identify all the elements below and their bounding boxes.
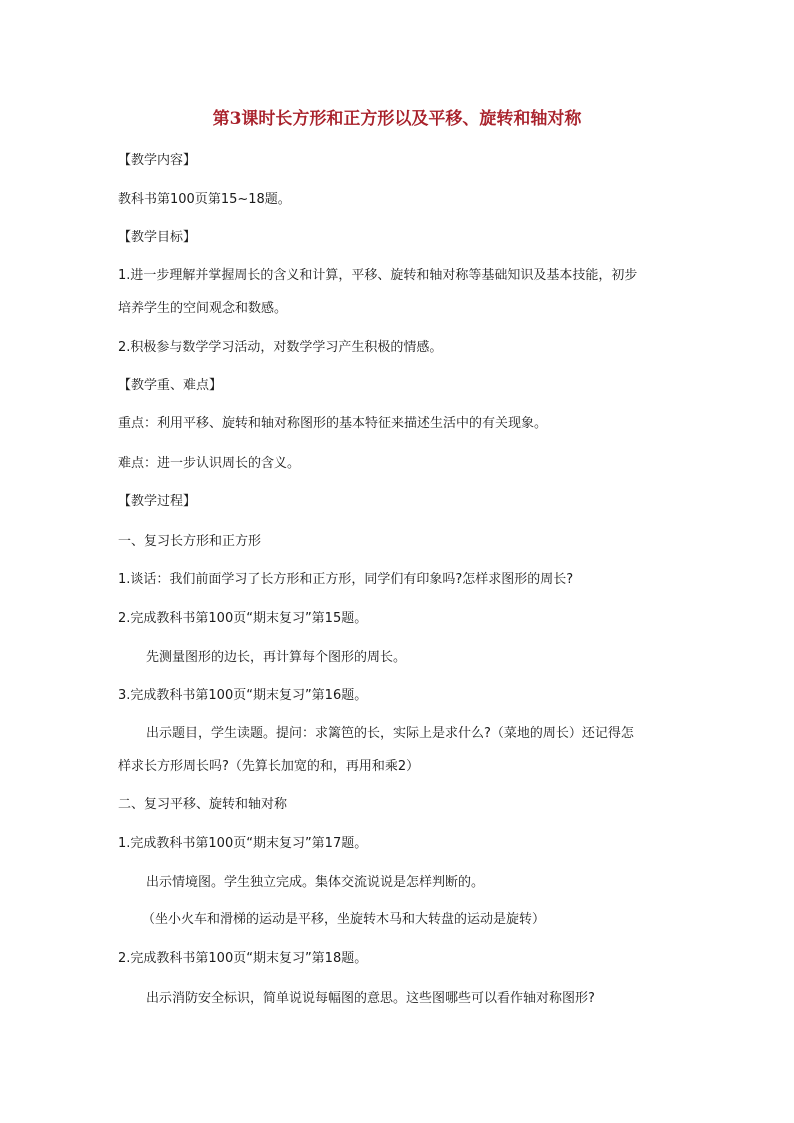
section-heading-keypoints: 【教学重、难点】	[118, 378, 223, 393]
goal-2: 2.积极参与数学学习活动，对数学学习产生积极的情感。	[118, 340, 443, 355]
key-point: 重点：利用平移、旋转和轴对称图形的基本特征来描述生活中的有关现象。	[118, 416, 548, 431]
section-heading-content: 【教学内容】	[118, 153, 197, 168]
goal-1-line-1: 1.进一步理解并掌握周长的含义和计算，平移、旋转和轴对称等基础知识及基本技能，初步	[118, 268, 638, 283]
content-text: 教科书第100页第15~18题。	[118, 192, 291, 207]
difficult-point: 难点：进一步认识周长的含义。	[118, 456, 301, 471]
section-heading-process: 【教学过程】	[118, 494, 197, 509]
part-2-item-1: 1.完成教科书第100页“期末复习”第17题。	[118, 836, 368, 851]
part-1-item-3: 3.完成教科书第100页“期末复习”第16题。	[118, 688, 368, 703]
part-1-item-2-detail: 先测量图形的边长，再计算每个图形的周长。	[146, 650, 407, 665]
part-2-item-2-detail: 出示消防安全标识，简单说说每幅图的意思。这些图哪些可以看作轴对称图形?	[146, 991, 595, 1006]
part-2-item-1-answer: （坐小火车和滑梯的运动是平移，坐旋转木马和大转盘的运动是旋转）	[142, 912, 546, 927]
part-1-item-2: 2.完成教科书第100页“期末复习”第15题。	[118, 611, 368, 626]
part-1-item-3-detail-line-1: 出示题目，学生读题。提问：求篱笆的长，实际上是求什么?（菜地的周长）还记得怎	[146, 726, 634, 741]
goal-1-line-2: 培养学生的空间观念和数感。	[118, 301, 288, 316]
part-2-heading: 二、复习平移、旋转和轴对称	[118, 797, 288, 812]
part-1-item-1: 1.谈话：我们前面学习了长方形和正方形，同学们有印象吗?怎样求图形的周长?	[118, 572, 574, 587]
part-2-item-1-detail: 出示情境图。学生独立完成。集体交流说说是怎样判断的。	[146, 875, 485, 890]
part-2-item-2: 2.完成教科书第100页“期末复习”第18题。	[118, 951, 368, 966]
section-heading-goals: 【教学目标】	[118, 230, 197, 245]
part-1-item-3-detail-line-2: 样求长方形周长吗?（先算长加宽的和，再用和乘2）	[118, 759, 420, 774]
page-title: 第3课时长方形和正方形以及平移、旋转和轴对称	[212, 109, 582, 129]
part-1-heading: 一、复习长方形和正方形	[118, 534, 262, 549]
